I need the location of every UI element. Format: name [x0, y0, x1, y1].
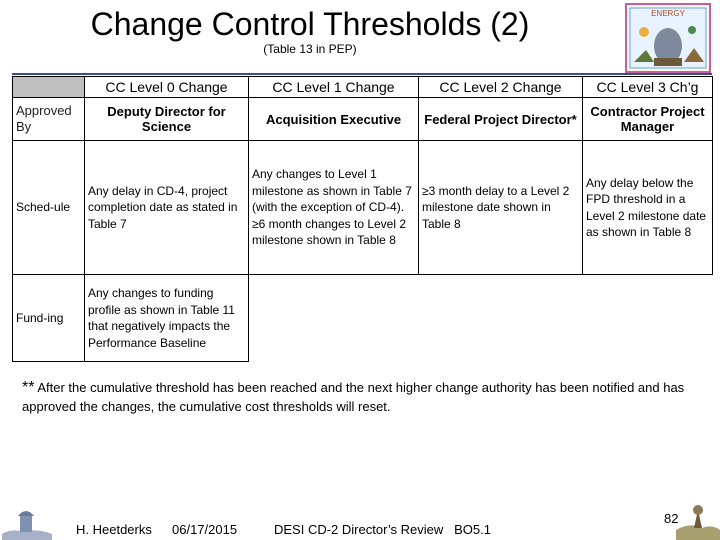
logo-text: ENERGY — [651, 9, 685, 18]
approved-cell-level-3: Contractor Project Manager — [583, 98, 713, 141]
title-rule — [12, 73, 712, 75]
slide-title: Change Control Thresholds (2) — [90, 6, 530, 42]
footer-date: 06/17/2015 — [172, 522, 238, 537]
footer-author: H. Heetderks — [76, 522, 152, 537]
approved-cell-level-1: Acquisition Executive — [249, 98, 419, 141]
header-cc-level-0: CC Level 0 Change — [85, 77, 249, 98]
funding-cell-level-3 — [583, 275, 713, 362]
schedule-cell-level-1: Any changes to Level 1 milestone as shown in Table 7 (with the exception of CD-4). ≥6 month changes to Level 2 milestone shown in Table 8 — [249, 141, 419, 275]
funding-label: Fund-ing — [13, 275, 85, 362]
header-cc-level-3: CC Level 3 Ch’g — [583, 77, 713, 98]
header-blank-cell — [13, 77, 85, 98]
header-row — [13, 77, 713, 98]
schedule-cell-level-3: Any delay below the FPD threshold in a Level 2 milestone date as shown in Table 8 — [583, 141, 713, 275]
footnote-text: After the cumulative threshold has been reached and the next higher change authority has been notified and has approved the changes, the cumulative cost thresholds will reset. — [22, 380, 685, 414]
schedule-row — [13, 141, 713, 275]
footnote — [22, 378, 702, 416]
approved-label: Approved By — [13, 98, 85, 141]
footer-event: DESI CD-2 Director’s Review BO5.1 — [274, 522, 491, 537]
approved-row — [13, 98, 713, 141]
telescope-decoration-icon — [2, 506, 52, 540]
doe-logo — [624, 2, 712, 74]
page-number: 82 — [664, 511, 679, 526]
header-cc-level-1: CC Level 1 Change — [249, 77, 419, 98]
header-cc-level-2: CC Level 2 Change — [419, 77, 583, 98]
approved-cell-level-0: Deputy Director for Science — [85, 98, 249, 141]
funding-cell-level-1 — [249, 275, 419, 362]
schedule-cell-level-0: Any delay in CD-4, project completion date as stated in Table 7 — [85, 141, 249, 275]
schedule-cell-level-2: ≥3 month delay to a Level 2 milestone date shown in Table 8 — [419, 141, 583, 275]
footnote-marker: ** — [22, 379, 35, 396]
schedule-label: Sched-ule — [13, 141, 85, 275]
funding-cell-level-0: Any changes to funding profile as shown in Table 11 that negatively impacts the Performance Baseline — [85, 275, 249, 362]
observatory-decoration-icon — [676, 500, 720, 540]
funding-cell-level-2 — [419, 275, 583, 362]
thresholds-table — [12, 76, 713, 362]
approved-cell-level-2: Federal Project Director* — [419, 98, 583, 141]
funding-row — [13, 275, 713, 362]
slide-subtitle: (Table 13 in PEP) — [263, 42, 357, 56]
